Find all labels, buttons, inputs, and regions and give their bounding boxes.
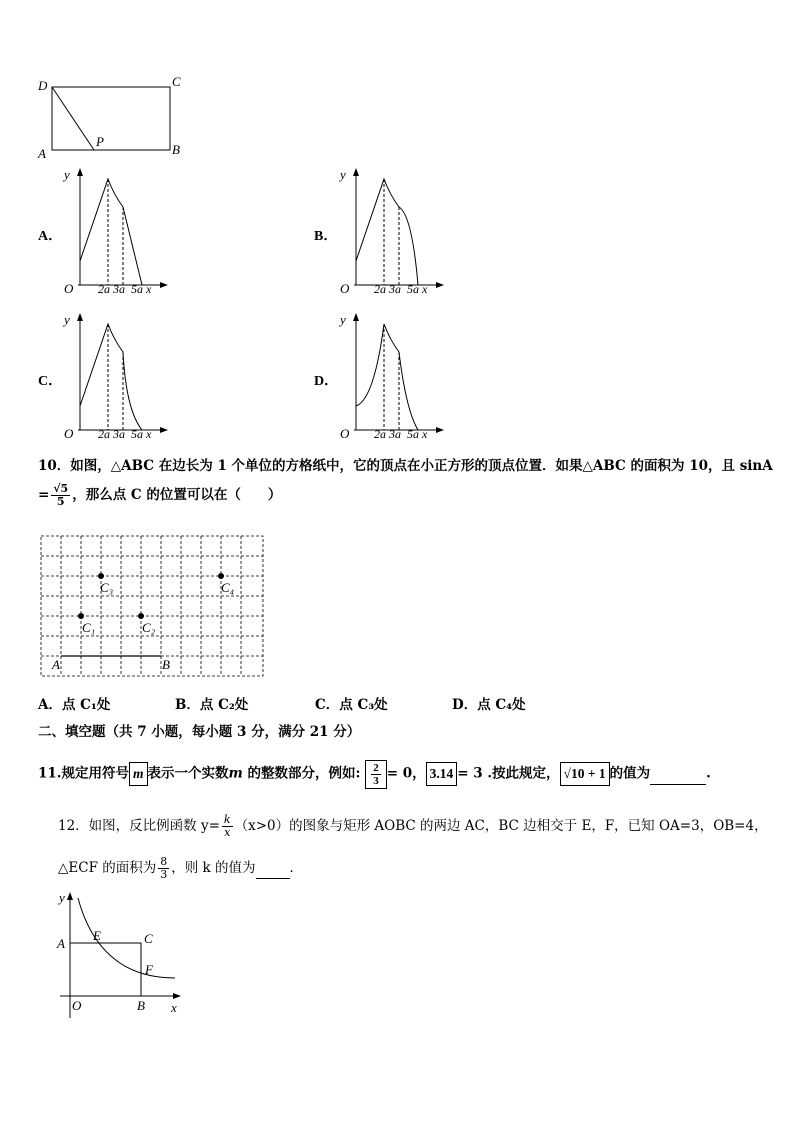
label-P: P xyxy=(96,134,104,149)
fig12-y: y xyxy=(59,890,65,905)
q10-frac-num: √5 xyxy=(53,482,69,495)
point-c2 xyxy=(138,613,144,619)
q12-text4: ，则 k 的值为 xyxy=(171,860,256,876)
q11-m: m xyxy=(228,765,243,782)
graph-b-ticks: 2a 3a 5a x xyxy=(374,282,428,296)
graph-option-c xyxy=(58,310,173,445)
q12-k: k xyxy=(223,813,231,826)
q11-text2: 表示一个实数 xyxy=(147,765,229,782)
graph-option-a-label: A． xyxy=(38,229,63,244)
graph-a-o: O xyxy=(64,281,74,296)
graph-option-b-label: B． xyxy=(314,229,338,244)
label-grid-a: A xyxy=(52,657,60,672)
label-C: C xyxy=(172,74,181,89)
graph-option-c-label: C． xyxy=(38,374,63,389)
graph-option-a xyxy=(58,165,173,300)
fig12-x: x xyxy=(171,1000,177,1015)
label-A: A xyxy=(38,146,46,161)
q11-text4: 的值为 xyxy=(609,765,651,782)
q12-text2: （x>0）的图象与矩形 AOBC 的两边 AC，BC 边相交于 E，F，已知 OA=3，OB=4， xyxy=(234,818,768,834)
graph-d-ticks: 2a 3a 5a x xyxy=(374,427,428,441)
graph-d-o: O xyxy=(340,426,350,441)
q10-fraction xyxy=(51,483,70,508)
fig12-C: C xyxy=(144,931,153,946)
q12-fraction-kx xyxy=(222,814,233,839)
q10-option-d: D．点 C₄处 xyxy=(452,697,526,713)
q12-answer-blank[interactable] xyxy=(256,858,290,879)
point-c1 xyxy=(78,613,84,619)
graph-d-y: y xyxy=(340,312,346,327)
q11-frac-num: 2 xyxy=(373,762,379,774)
label-c2: C₂ xyxy=(142,620,156,635)
q11-frac-den: 3 xyxy=(373,775,379,787)
q12-fnum: 8 xyxy=(160,855,168,868)
q12-end: ． xyxy=(289,860,303,876)
q12-fraction-83 xyxy=(158,856,169,881)
question-11 xyxy=(38,760,711,789)
question-10-line2 xyxy=(38,483,281,508)
q12-text3: △ECF 的面积为 xyxy=(58,860,157,876)
rectangle-figure xyxy=(30,70,190,165)
q11-text1: 11.规定用符号 xyxy=(38,765,129,782)
q12-fden: 3 xyxy=(160,868,168,881)
point-c4 xyxy=(218,573,224,579)
grid-figure xyxy=(38,533,268,679)
point-c3 xyxy=(98,573,104,579)
q10-option-c: C．点 C₃处 xyxy=(315,697,388,713)
graph-b-y: y xyxy=(340,167,346,182)
graph-a-ticks: 2a 3a 5a x xyxy=(98,282,152,296)
q10-frac-den: 5 xyxy=(56,495,65,508)
label-B: B xyxy=(172,142,180,157)
q10-line2-text: ，那么点 C 的位置可以在（ ） xyxy=(72,487,282,503)
q11-bracket-314: 3.14 xyxy=(426,762,458,786)
q11-text3: 的整数部分，例如: xyxy=(242,765,361,782)
q11-bracket-sqrt: √10 + 1 xyxy=(560,762,610,786)
graph-option-d xyxy=(334,310,449,445)
q10-eq: = xyxy=(38,487,50,503)
question-12-line2 xyxy=(58,856,303,881)
fig12-F: F xyxy=(145,962,153,977)
graph-a-y: y xyxy=(64,167,70,182)
q11-eq1: = 0， xyxy=(386,765,426,782)
q12-x: x xyxy=(224,826,231,839)
q11-answer-blank[interactable] xyxy=(650,764,706,785)
label-c1: C₁ xyxy=(82,620,96,635)
question-12-line1 xyxy=(58,814,768,839)
label-c3: C₃ xyxy=(100,580,114,595)
label-D: D xyxy=(38,78,48,93)
graph-option-d-label: D． xyxy=(314,374,339,389)
graph-option-b xyxy=(334,165,449,300)
label-c4: C₄ xyxy=(221,580,235,595)
fig12-O: O xyxy=(72,998,82,1013)
q11-frac-bracket xyxy=(365,760,387,789)
section-2-heading: 二、填空题（共 7 小题，每小题 3 分，满分 21 分） xyxy=(38,724,361,740)
graph-b-o: O xyxy=(340,281,350,296)
q11-end: . xyxy=(706,765,711,782)
q10-option-b: B．点 C₂处 xyxy=(175,697,249,713)
q12-text1: 12．如图，反比例函数 y= xyxy=(58,818,220,834)
reciprocal-function-figure xyxy=(50,888,190,1028)
fig12-E: E xyxy=(93,928,101,943)
question-10-line1: 10．如图，△ABC 在边长为 1 个单位的方格纸中，它的顶点在小正方形的顶点位置．如果△ABC 的面积为 10，且 sinA xyxy=(38,458,773,474)
label-grid-b: B xyxy=(162,657,170,672)
graph-c-o: O xyxy=(64,426,74,441)
q11-bracket-m: m xyxy=(129,762,148,786)
graph-c-ticks: 2a 3a 5a x xyxy=(98,427,152,441)
fig12-A: A xyxy=(57,936,65,951)
graph-c-y: y xyxy=(64,312,70,327)
q10-option-a: A．点 C₁处 xyxy=(38,697,111,713)
q11-eq2: = 3 .按此规定， xyxy=(457,765,560,782)
fig12-B: B xyxy=(137,998,145,1013)
